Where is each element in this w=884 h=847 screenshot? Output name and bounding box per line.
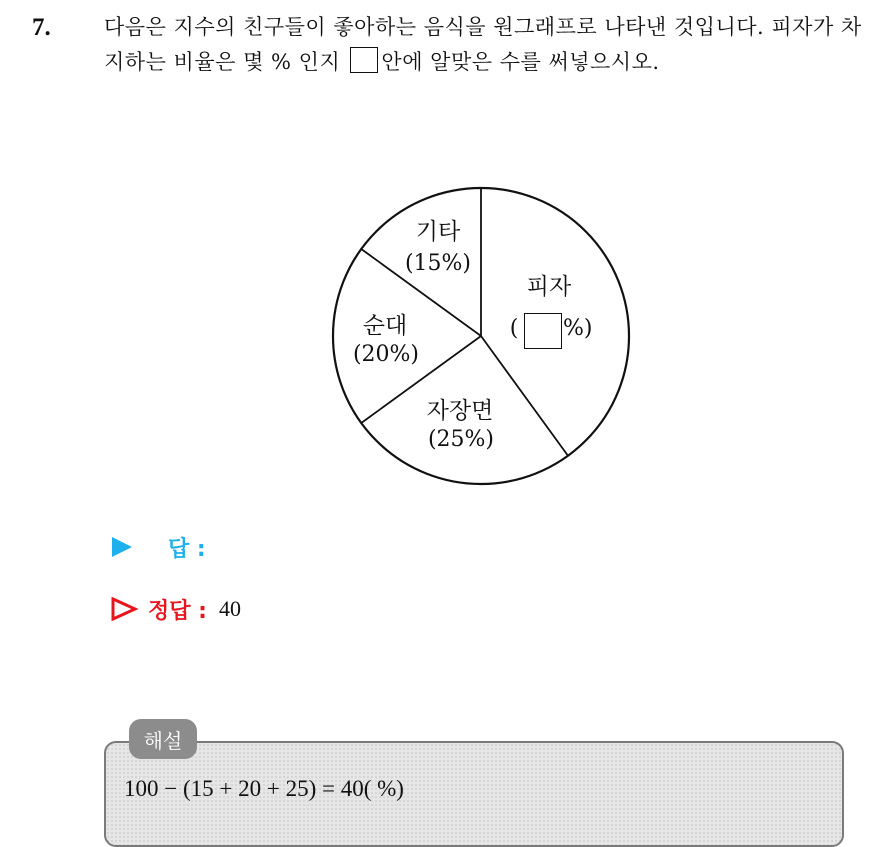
question-text-part2: 안에 알맞은 수를 써넣으시오. [381,50,660,74]
slice-pct-etc: (15%) [404,251,472,276]
slice-pct-pizza-open: ( [509,316,519,341]
answer-label: 답 : [168,536,206,562]
correct-answer-label: 정답 : [148,598,207,624]
outline-triangle-icon [110,597,140,621]
answer-blank-box [350,47,378,73]
slice-label-etc: 기타 [415,219,461,245]
slice-label-pizza: 피자 [526,274,572,300]
pizza-answer-box [524,313,562,349]
correct-answer-value: 40 [218,596,241,621]
slice-label-sundae: 순대 [362,313,408,339]
slice-pct-jajangmyeon: (25%) [427,427,495,452]
slice-label-jajangmyeon: 자장면 [426,398,494,424]
slice-pct-pizza-close: %) [563,316,593,341]
question-text [104,10,874,80]
play-triangle-icon [110,535,134,559]
explanation-tag: 해설 [129,719,197,759]
answer-row [110,530,218,564]
slice-pct-sundae: (20%) [352,342,420,367]
explanation-formula: 100 − (15 + 20 + 25) = 40( %) [124,776,404,801]
question-number: 7. [32,14,51,41]
question-text-part1: 다음은 지수의 친구들이 좋아하는 음식을 원그래프로 나타낸 것입니다. 피자가 차지하는 비율은 몇 % 인지 [104,15,862,74]
correct-answer-row [110,592,241,626]
